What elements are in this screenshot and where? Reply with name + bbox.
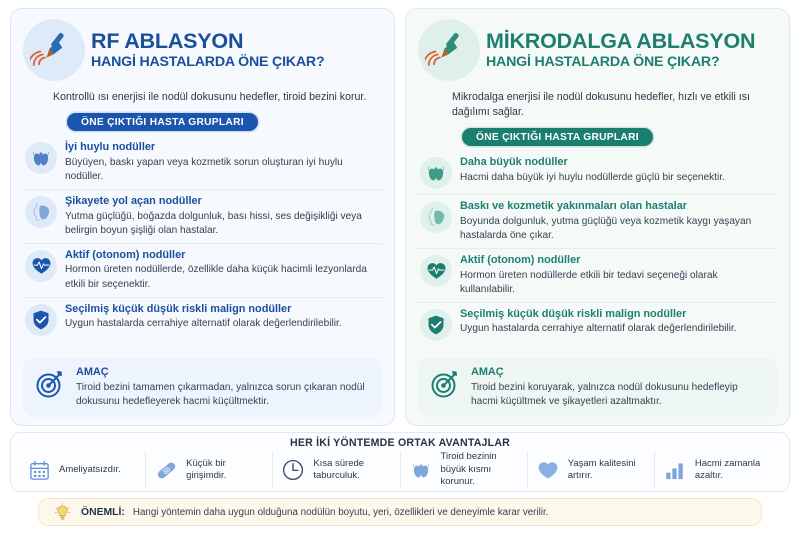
advantages-title: HER İKİ YÖNTEMDE ORTAK AVANTAJLAR xyxy=(289,437,511,449)
bandage-icon xyxy=(152,458,180,483)
shield-check-icon xyxy=(420,309,452,341)
advantage-item xyxy=(19,451,145,489)
list-item xyxy=(418,248,777,302)
card-header xyxy=(418,19,777,81)
goal-panel xyxy=(23,358,382,417)
list-item xyxy=(23,189,382,243)
list-item-desc: Hormon üreten nodüllerde, özellikle daha küçük hacimli lezyonlarda etkili bir seçenektir. xyxy=(65,264,367,290)
list-item-title: Baskı ve kozmetik yakınmaları olan hastalar xyxy=(460,200,688,213)
ablation-probe-icon xyxy=(23,19,85,81)
goal-desc: Tiroid bezini koruyarak, yalnızca nodül dokusunu hedefleyip hacmi küçültmek ve şikayetleri azaltmaktır. xyxy=(471,381,738,407)
heart-icon xyxy=(534,457,562,483)
advantage-item xyxy=(145,451,272,489)
bar-chart-icon xyxy=(661,459,689,482)
advantage-item xyxy=(400,451,527,489)
list-item-title: Aktif (otonom) nodüller xyxy=(460,253,581,266)
list-item-title: Seçilmiş küçük düşük riskli malign nodüller xyxy=(65,302,292,315)
list-item-desc: Boyunda dolgunluk, yutma güçlüğü veya kozmetik kaygı yaşayan hastalarda öne çıkar. xyxy=(460,215,752,241)
advantage-label: Küçük bir girişimdir. xyxy=(186,457,227,481)
list-item-title: Daha büyük nodüller xyxy=(460,156,568,169)
list-item-desc: Büyüyen, baskı yapan veya kozmetik sorun oluşturan iyi huylu nodüller. xyxy=(65,156,343,182)
list-item xyxy=(418,302,777,346)
page-title: RF ABLASYON xyxy=(91,28,244,53)
list-item-desc: Uygun hastalarda cerrahiye alternatif olarak değerlendirilebilir. xyxy=(460,323,737,335)
advantage-item xyxy=(654,451,781,489)
shield-check-icon xyxy=(25,304,57,336)
heart-pulse-icon xyxy=(420,255,452,287)
goal-panel xyxy=(418,358,777,417)
clock-icon xyxy=(279,458,307,482)
comparison-columns xyxy=(10,8,790,426)
thyroid-gland-icon xyxy=(25,142,57,174)
card-header xyxy=(23,19,382,81)
card-lede: Mikrodalga enerjisi ile nodül dokusunu hedefler, hızlı ve etkili ısı dağılımı sağlar. xyxy=(452,91,750,119)
target-arrow-icon xyxy=(428,367,462,401)
list-item xyxy=(418,151,777,194)
note-label: ÖNEMLİ: xyxy=(81,506,125,518)
thyroid-gland-icon xyxy=(420,157,452,189)
status-badge: ÖNE ÇIKTIĞI HASTA GRUPLARI xyxy=(67,113,258,131)
list-item-desc: Hormon üreten nodüllerde etkili bir tedavi seçeneği olarak kullanılabilir. xyxy=(460,269,718,295)
list-item-title: İyi huylu nodüller xyxy=(65,141,156,154)
rf-ablation-card xyxy=(10,8,395,426)
card-lede: Kontrollü ısı enerjisi ile nodül dokusunu hedefler, tiroid bezini korur. xyxy=(53,91,367,103)
status-badge: ÖNE ÇIKTIĞI HASTA GRUPLARI xyxy=(462,128,653,146)
advantage-label: Hacmi zamanla azaltır. xyxy=(694,457,761,481)
note-text: Hangi yöntemin daha uygun olduğuna nodülün boyutu, yeri, özellikleri ve deneyimle karar verilir. xyxy=(132,506,549,518)
advantage-label: Ameliyatsızdır. xyxy=(59,463,121,475)
list-item xyxy=(23,243,382,297)
patient-group-list xyxy=(23,136,382,341)
common-advantages-panel xyxy=(10,432,790,492)
important-note xyxy=(38,498,762,526)
ablation-probe-icon xyxy=(418,19,480,81)
heart-pulse-icon xyxy=(25,250,57,282)
advantage-item xyxy=(272,451,399,489)
calendar-icon xyxy=(25,459,53,482)
advantage-label: Tiroid bezinin büyük kısmı korunur. xyxy=(440,451,497,488)
goal-desc: Tiroid bezini tamamen çıkarmadan, yalnızca sorun çıkaran nodül dokusunu hedefleyerek hacmi küçültmektir. xyxy=(76,381,365,407)
target-arrow-icon xyxy=(33,367,67,401)
advantage-label: Kısa sürede taburculuk. xyxy=(313,457,365,481)
patient-group-list xyxy=(418,151,777,346)
advantages-row xyxy=(19,451,781,489)
page-subtitle: HANGİ HASTALARDA ÖNE ÇIKAR? xyxy=(486,53,720,70)
list-item-desc: Hacmi daha büyük iyi huylu nodüllerde güçlü bir seçenektir. xyxy=(460,171,725,183)
page-title: MİKRODALGA ABLASYON xyxy=(486,28,756,53)
neck-profile-icon xyxy=(25,196,57,228)
microwave-ablation-card xyxy=(405,8,790,426)
list-item xyxy=(23,297,382,341)
lightbulb-icon xyxy=(51,503,73,522)
list-item xyxy=(23,136,382,189)
page-subtitle: HANGİ HASTALARDA ÖNE ÇIKAR? xyxy=(91,53,325,70)
list-item-desc: Uygun hastalarda cerrahiye alternatif olarak değerlendirilebilir. xyxy=(65,318,342,330)
list-item-desc: Yutma güçlüğü, boğazda dolgunluk, bası hissi, ses değişikliği veya belirgin boyun şişliği olan hastalar. xyxy=(65,210,362,236)
neck-profile-icon xyxy=(420,201,452,233)
list-item xyxy=(418,194,777,248)
list-item-title: Seçilmiş küçük düşük riskli malign nodüller xyxy=(460,307,687,320)
advantage-label: Yaşam kalitesini artırır. xyxy=(567,457,636,481)
list-item-title: Aktif (otonom) nodüller xyxy=(65,248,186,261)
goal-title: AMAÇ xyxy=(471,366,504,379)
goal-title: AMAÇ xyxy=(76,366,109,379)
list-item-title: Şikayete yol açan nodüller xyxy=(65,194,202,207)
thyroid-gland-icon xyxy=(407,457,435,483)
advantage-item xyxy=(527,451,654,489)
